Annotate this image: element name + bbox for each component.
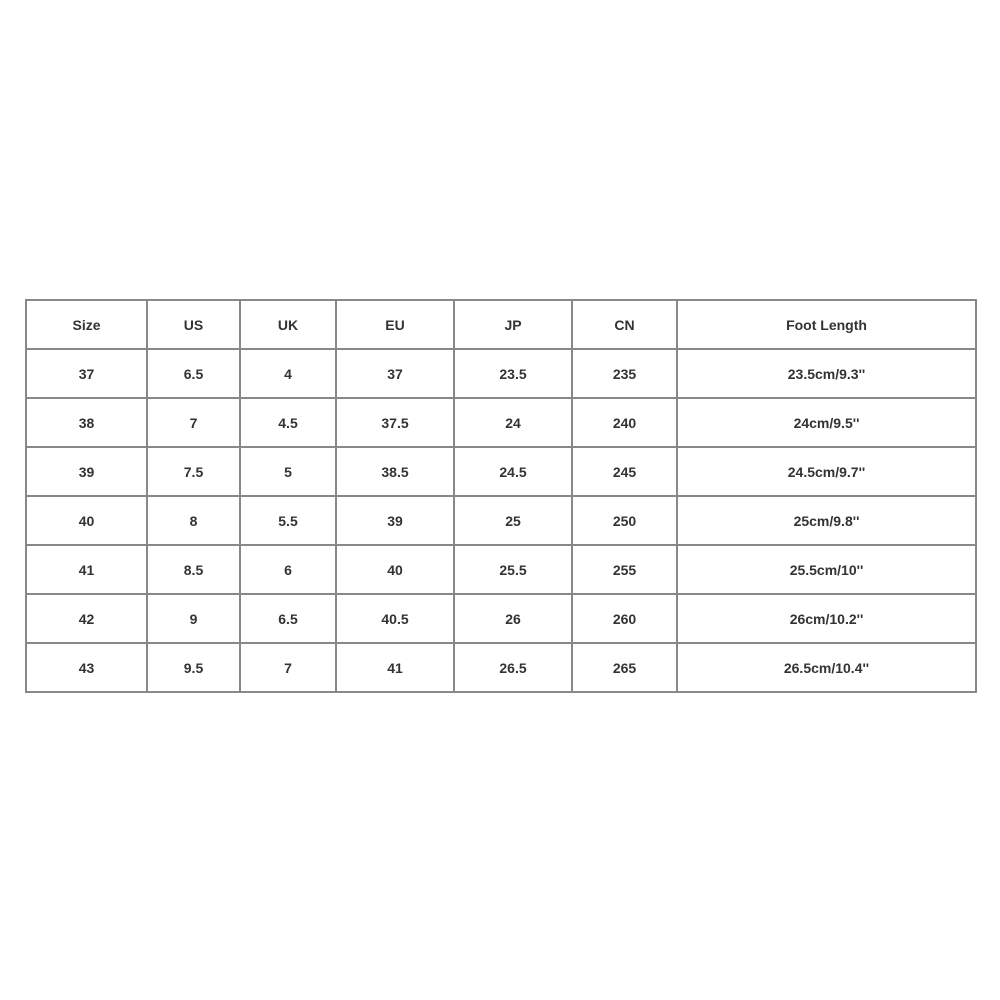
table-cell: 26 [454, 594, 572, 643]
table-cell: 42 [26, 594, 147, 643]
table-cell: 38 [26, 398, 147, 447]
table-cell: 245 [572, 447, 677, 496]
table-cell: 23.5cm/9.3'' [677, 349, 976, 398]
table-cell: 7 [147, 398, 240, 447]
table-cell: 43 [26, 643, 147, 692]
table-cell: 37 [336, 349, 454, 398]
table-cell: 265 [572, 643, 677, 692]
table-cell: 240 [572, 398, 677, 447]
table-row [26, 643, 976, 692]
table-row [26, 594, 976, 643]
table-cell: 37 [26, 349, 147, 398]
header-cell-foot-length: Foot Length [677, 300, 976, 349]
table-cell: 40.5 [336, 594, 454, 643]
header-cell-uk: UK [240, 300, 336, 349]
table-cell: 37.5 [336, 398, 454, 447]
header-cell-jp: JP [454, 300, 572, 349]
table-cell: 40 [26, 496, 147, 545]
table-cell: 9.5 [147, 643, 240, 692]
table-cell: 39 [26, 447, 147, 496]
header-cell-us: US [147, 300, 240, 349]
table-cell: 260 [572, 594, 677, 643]
table-cell: 250 [572, 496, 677, 545]
table-cell: 38.5 [336, 447, 454, 496]
table-cell: 4.5 [240, 398, 336, 447]
table-row [26, 496, 976, 545]
table-cell: 24cm/9.5'' [677, 398, 976, 447]
table-cell: 23.5 [454, 349, 572, 398]
table-cell: 26cm/10.2'' [677, 594, 976, 643]
table-cell: 26.5 [454, 643, 572, 692]
header-cell-cn: CN [572, 300, 677, 349]
table-cell: 24.5 [454, 447, 572, 496]
table-cell: 25 [454, 496, 572, 545]
size-chart-table [25, 299, 977, 693]
table-row [26, 545, 976, 594]
table-cell: 24 [454, 398, 572, 447]
table-cell: 25.5cm/10'' [677, 545, 976, 594]
table-cell: 5.5 [240, 496, 336, 545]
table-cell: 41 [26, 545, 147, 594]
table-header-row [26, 300, 976, 349]
table-cell: 40 [336, 545, 454, 594]
table-cell: 255 [572, 545, 677, 594]
header-cell-eu: EU [336, 300, 454, 349]
table-row [26, 447, 976, 496]
table-cell: 6.5 [240, 594, 336, 643]
table-cell: 24.5cm/9.7'' [677, 447, 976, 496]
table-cell: 41 [336, 643, 454, 692]
table-cell: 7 [240, 643, 336, 692]
table-cell: 8.5 [147, 545, 240, 594]
table-cell: 39 [336, 496, 454, 545]
table-row [26, 398, 976, 447]
table-cell: 25cm/9.8'' [677, 496, 976, 545]
table-cell: 6.5 [147, 349, 240, 398]
table-cell: 7.5 [147, 447, 240, 496]
table-cell: 8 [147, 496, 240, 545]
table-cell: 5 [240, 447, 336, 496]
table-cell: 26.5cm/10.4'' [677, 643, 976, 692]
header-cell-size: Size [26, 300, 147, 349]
table-cell: 25.5 [454, 545, 572, 594]
table-row [26, 349, 976, 398]
table-cell: 235 [572, 349, 677, 398]
table-cell: 9 [147, 594, 240, 643]
table-cell: 4 [240, 349, 336, 398]
table-cell: 6 [240, 545, 336, 594]
